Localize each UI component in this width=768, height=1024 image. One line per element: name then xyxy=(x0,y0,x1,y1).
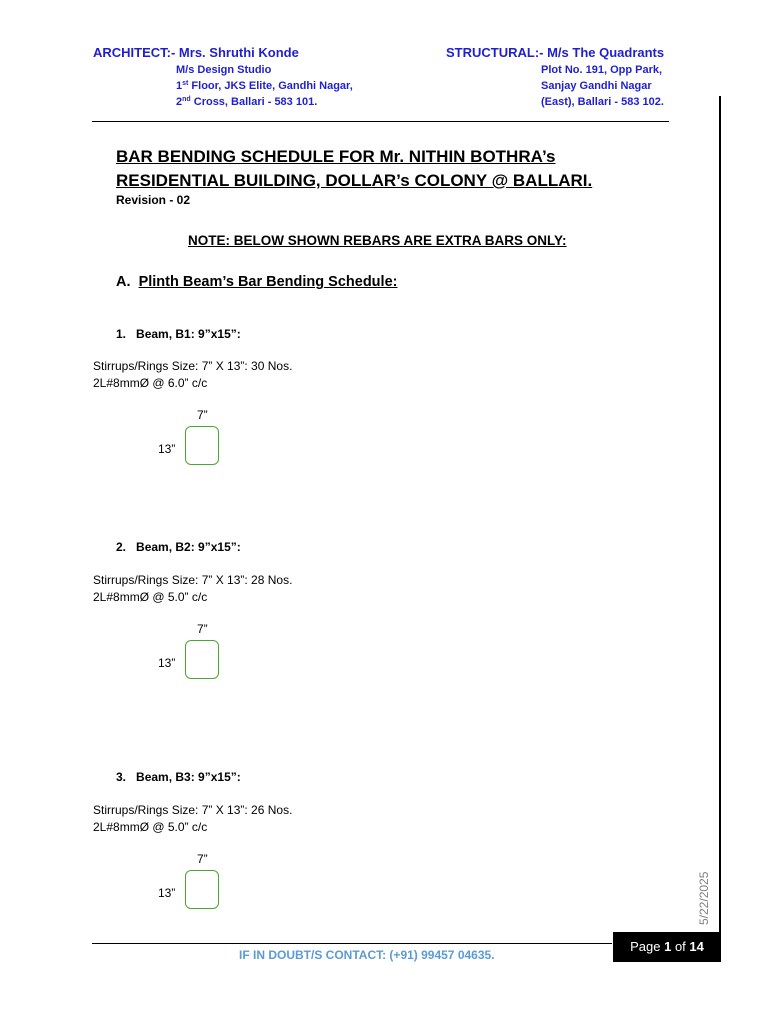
beam-heading: 1. Beam, B1: 9”x15”: xyxy=(116,327,241,341)
note-heading: NOTE: BELOW SHOWN REBARS ARE EXTRA BARS ONLY: xyxy=(188,233,567,248)
section-heading xyxy=(116,274,397,290)
title-line2: RESIDENTIAL BUILDING, DOLLAR’s COLONY @ BALLARI. xyxy=(116,171,593,190)
stirrup-shape xyxy=(185,426,219,465)
stirrup-width-label: 7” xyxy=(197,852,208,866)
stirrup-spec: 2L#8mmØ @ 5.0” c/c xyxy=(93,820,208,834)
title-line1: BAR BENDING SCHEDULE FOR Mr. NITHIN BOTHRA’s xyxy=(116,147,556,166)
stirrup-height-label: 13” xyxy=(158,442,176,456)
structural-address xyxy=(541,62,664,110)
beam-heading: 3. Beam, B3: 9”x15”: xyxy=(116,770,241,784)
stirrup-shape xyxy=(185,870,219,909)
architect-label: ARCHITECT:- Mrs. Shruthi Konde xyxy=(93,45,299,60)
beam-details xyxy=(93,802,292,836)
stirrup-shape xyxy=(185,640,219,679)
revision-label: Revision - 02 xyxy=(116,193,191,207)
structural-label: STRUCTURAL:- M/s The Quadrants xyxy=(446,45,665,60)
footer-contact: IF IN DOUBT/S CONTACT: (+91) 99457 04635. xyxy=(239,948,495,962)
stirrup-width-label: 7” xyxy=(197,622,208,636)
structural-line1: Plot No. 191, Opp Park, xyxy=(541,64,663,76)
side-date: 5/22/2025 xyxy=(697,871,711,925)
stirrup-height-label: 13” xyxy=(158,656,176,670)
stirrup-size: Stirrups/Rings Size: 7” X 13”: 28 Nos. xyxy=(93,573,293,587)
stirrup-width-label: 7” xyxy=(197,408,208,422)
architect-line1: M/s Design Studio xyxy=(176,64,272,76)
structural-line3: (East), Ballari - 583 102. xyxy=(541,96,664,108)
architect-line3: 2nd Cross, Ballari - 583 101. xyxy=(176,96,318,108)
section-title: Plinth Beam’s Bar Bending Schedule: xyxy=(138,274,398,290)
page-number-box: Page 1 of 14 xyxy=(613,932,721,962)
header-divider xyxy=(92,121,669,122)
architect-address xyxy=(176,62,353,110)
beam-details xyxy=(93,572,292,606)
stirrup-height-label: 13” xyxy=(158,886,176,900)
footer-divider xyxy=(92,943,612,944)
beam-details xyxy=(93,358,292,392)
structural-line2: Sanjay Gandhi Nagar xyxy=(541,80,652,92)
stirrup-size: Stirrups/Rings Size: 7” X 13”: 30 Nos. xyxy=(93,359,293,373)
right-page-border xyxy=(719,96,721,962)
architect-line2: 1st Floor, JKS Elite, Gandhi Nagar, xyxy=(176,80,353,92)
stirrup-spec: 2L#8mmØ @ 6.0” c/c xyxy=(93,376,208,390)
section-letter: A. xyxy=(116,274,131,290)
document-title xyxy=(116,145,592,193)
beam-heading: 2. Beam, B2: 9”x15”: xyxy=(116,540,241,554)
stirrup-spec: 2L#8mmØ @ 5.0” c/c xyxy=(93,590,208,604)
stirrup-size: Stirrups/Rings Size: 7” X 13”: 26 Nos. xyxy=(93,803,293,817)
